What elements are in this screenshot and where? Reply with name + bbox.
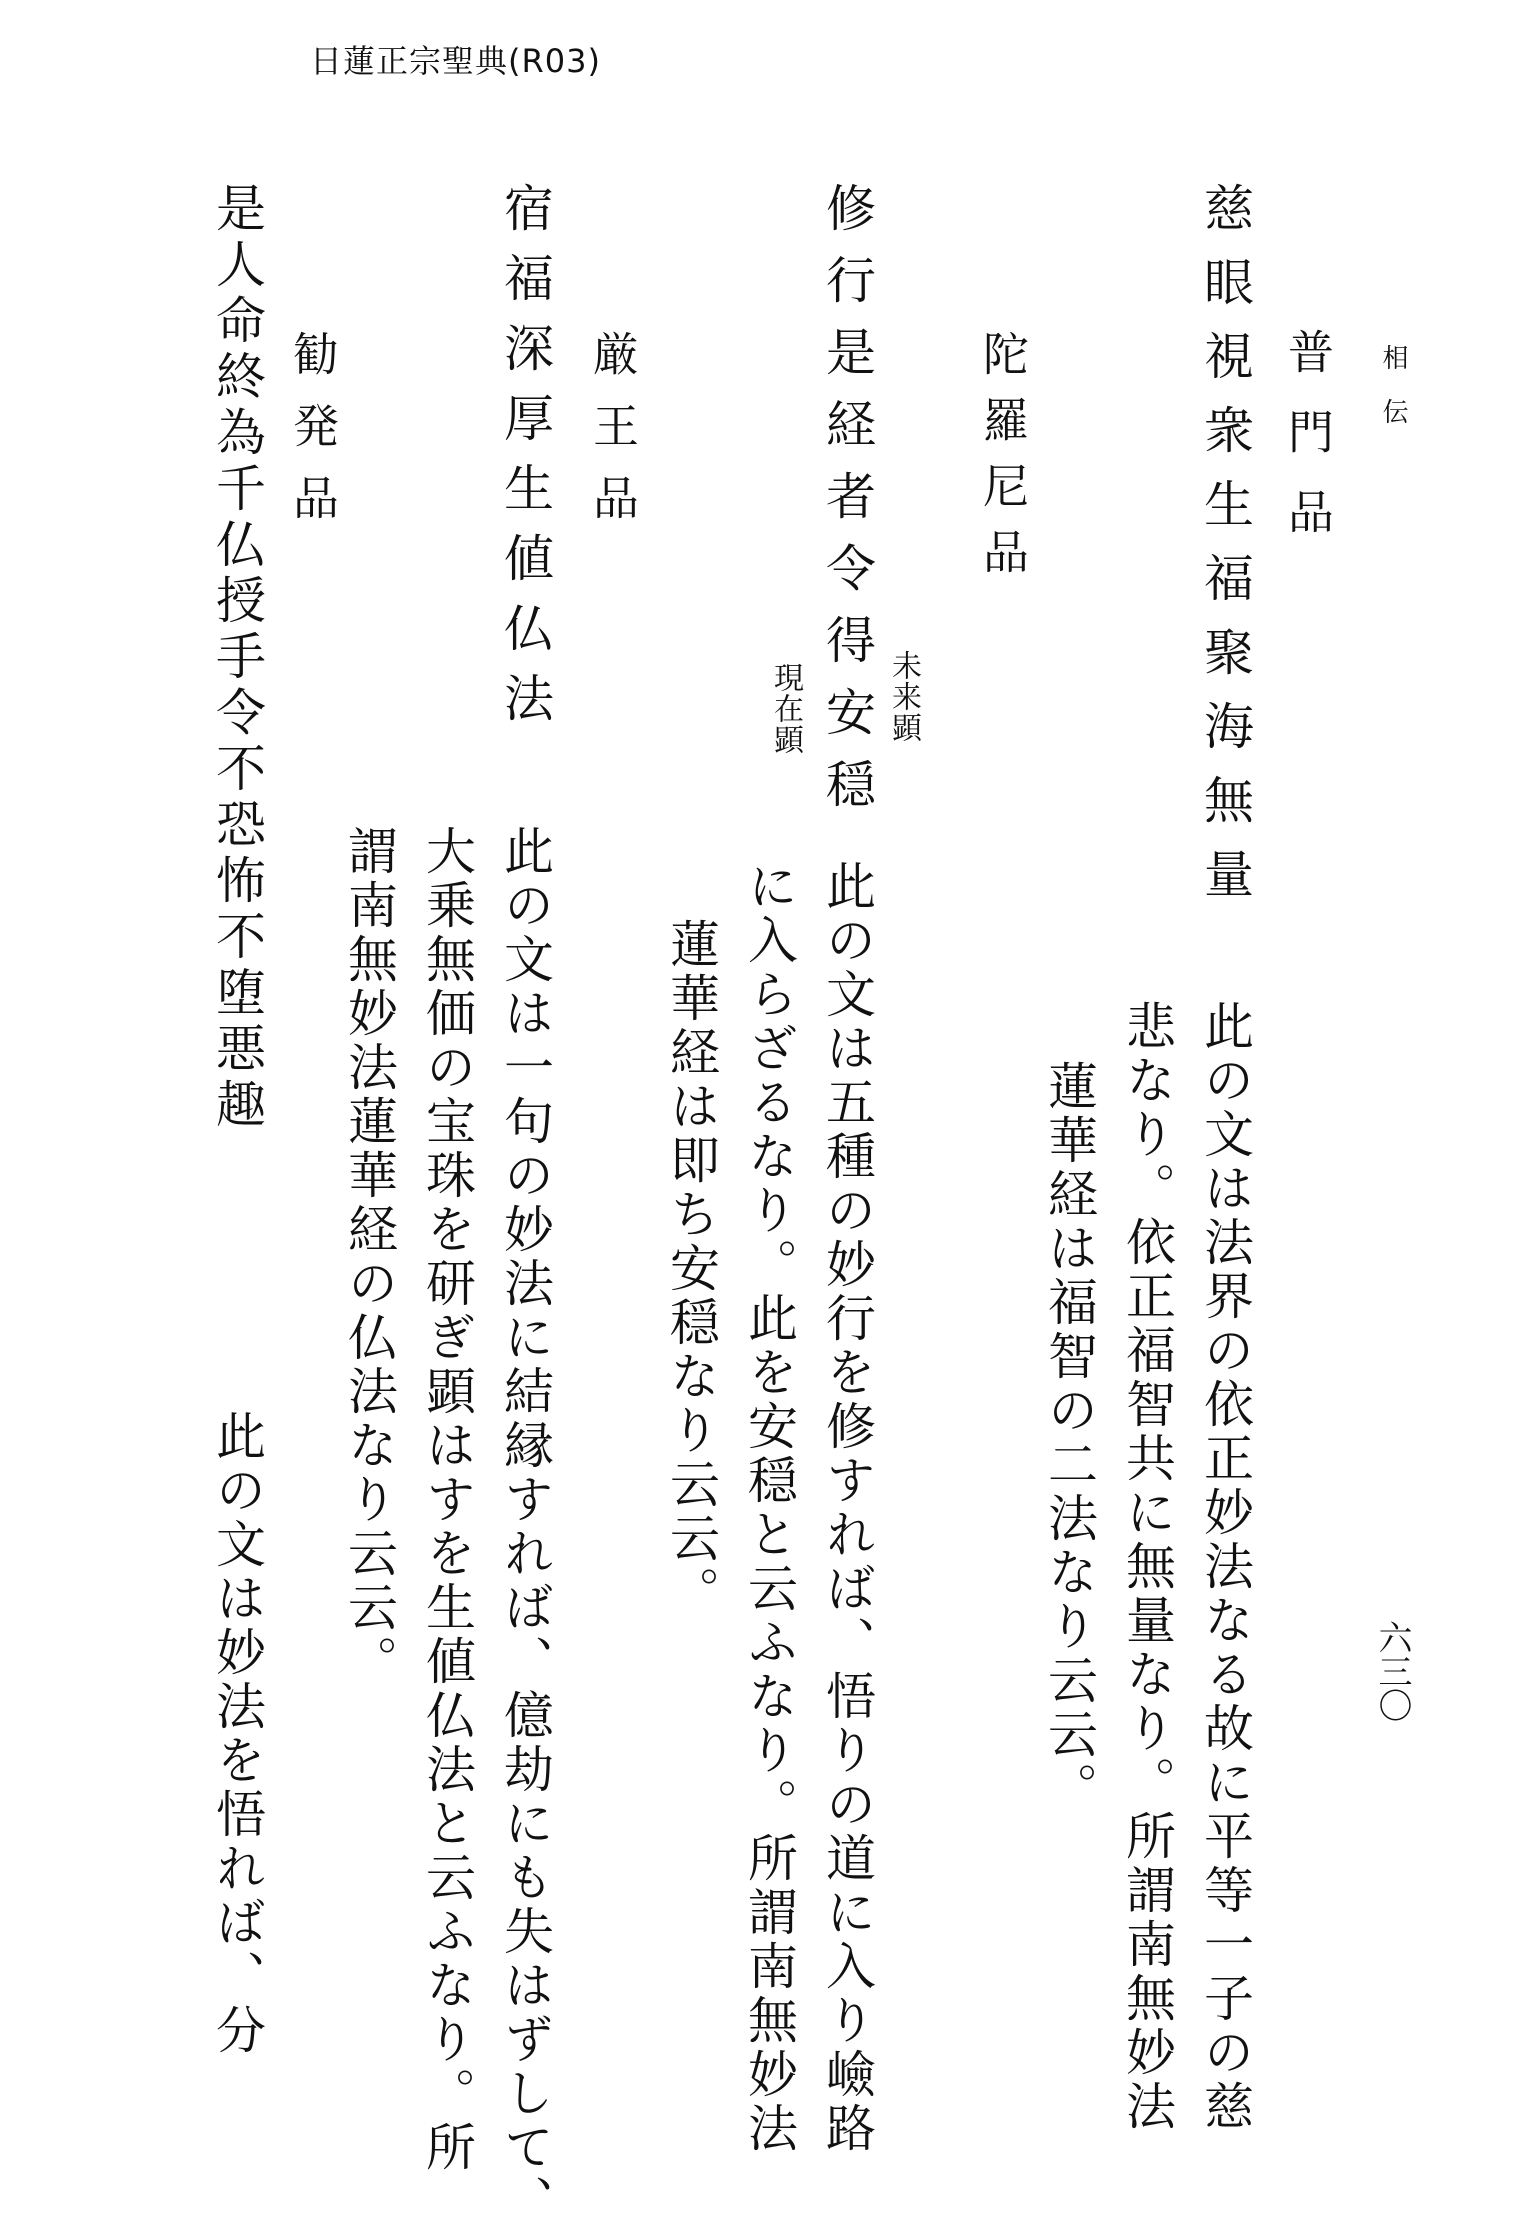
- commentary-darani-line-3: 蓮華経は即ち安穏なり云云。: [662, 918, 720, 1620]
- commentary-fumon-line-3: 蓮華経は福智の二法なり云云。: [1040, 1060, 1098, 1816]
- section-heading-kanpotsu: 勧発品: [286, 330, 340, 546]
- sutra-quote-fumon: 慈眼視衆生福聚海無量: [1196, 182, 1254, 922]
- page-number: 六三〇: [1372, 1620, 1412, 1722]
- sutra-quote-darani: 修行是経者令得安穏: [818, 182, 876, 830]
- commentary-darani-line-1: 此の文は五種の妙行を修すれば、悟りの道に入り嶮路: [818, 860, 876, 2156]
- running-head: 相伝: [1378, 344, 1408, 452]
- commentary-fumon-line-2: 悲なり。依正福智共に無量なり。所謂南無妙法: [1118, 1000, 1176, 2134]
- sutra-quote-gonno: 宿福深厚生値仏法: [496, 182, 554, 742]
- sutra-quote-kanpotsu: 是人命終為千仏授手令不恐怖不堕悪趣: [208, 182, 266, 1134]
- commentary-kanpotsu-line-1: 此の文は妙法を悟れば、分: [208, 1410, 266, 2058]
- section-heading-fumon: 普門品: [1281, 328, 1335, 568]
- commentary-gonno-line-2: 大乗無価の宝珠を研ぎ顕はすを生値仏法と云ふなり。所: [418, 825, 476, 2175]
- document-header: 日蓮正宗聖典(R03): [310, 42, 601, 80]
- commentary-darani-line-2: に入らざるなり。此を安穏と云ふなり。所謂南無妙法: [740, 860, 798, 2156]
- commentary-gonno-line-1: 此の文は一句の妙法に結縁すれば、億劫にも失はずして、: [496, 825, 554, 2229]
- commentary-gonno-line-3: 謂南無妙法蓮華経の仏法なり云云。: [340, 825, 398, 1689]
- note-future-reveal: 未来顕: [886, 650, 921, 743]
- note-present-reveal: 現在顕: [768, 662, 803, 755]
- commentary-fumon-line-1: 此の文は法界の依正妙法なる故に平等一子の慈: [1196, 1000, 1254, 2134]
- section-heading-darani: 陀羅尼品: [976, 330, 1030, 594]
- section-heading-gonno: 厳王品: [586, 330, 640, 546]
